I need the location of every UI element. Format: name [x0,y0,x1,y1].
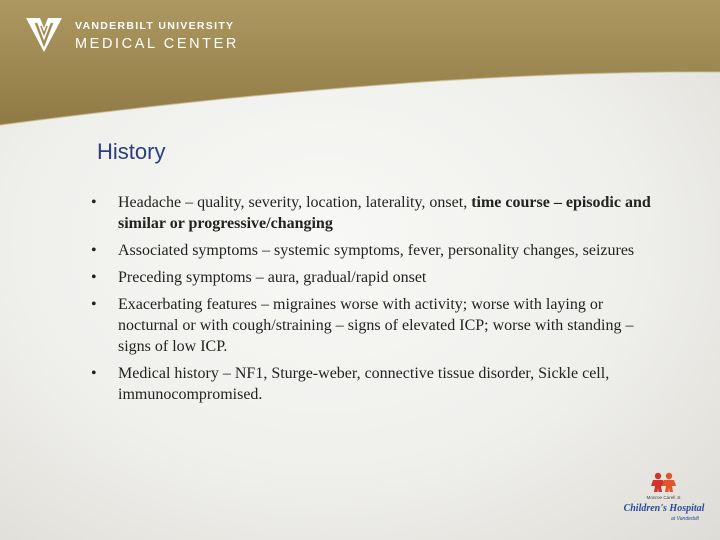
bullet-glyph: • [91,365,97,382]
bullet-text: Medical history – NF1, Sturge-weber, connective tissue disorder, Sickle cell, immunocompromised. [118,365,610,403]
bullet-text: Preceding symptoms – aura, gradual/rapid onset [118,269,427,286]
institution-name-line2: MEDICAL CENTER [75,36,239,52]
bullet-glyph: • [91,194,97,211]
bullet-item-associated-symptoms [88,240,658,261]
logo-line1: Monroe Carell Jr. [646,495,682,500]
bullet-item-headache [88,192,658,234]
bullet-bold-text: time course – episodic and similar or progressive/changing [118,194,651,232]
slide-title: History [97,139,166,164]
bullet-item-medical-history [88,363,658,405]
bullet-glyph: • [91,242,97,259]
children-figures-icon [651,473,676,492]
bullet-text: Associated symptoms – systemic symptoms, fever, personality changes, seizures [118,242,635,259]
logo-line2: Children's Hospital [623,503,705,514]
bullet-text: Exacerbating features – migraines worse with activity; worse with laying or nocturnal or with cough/straining – signs of elevated ICP; worse with standing – signs of low ICP. [118,296,634,355]
bullet-text: Headache – quality, severity, location, laterality, onset, [118,194,472,211]
bullet-glyph: • [91,296,97,313]
institution-name-line1: VANDERBILT UNIVERSITY [75,20,235,32]
vanderbilt-logo-icon [24,16,64,54]
bullet-list [88,192,658,411]
logo-line3: at Vanderbilt [671,516,699,522]
bullet-item-preceding-symptoms [88,267,658,288]
bullet-glyph: • [91,269,97,286]
bullet-item-exacerbating-features [88,294,658,357]
childrens-hospital-logo [623,470,705,525]
